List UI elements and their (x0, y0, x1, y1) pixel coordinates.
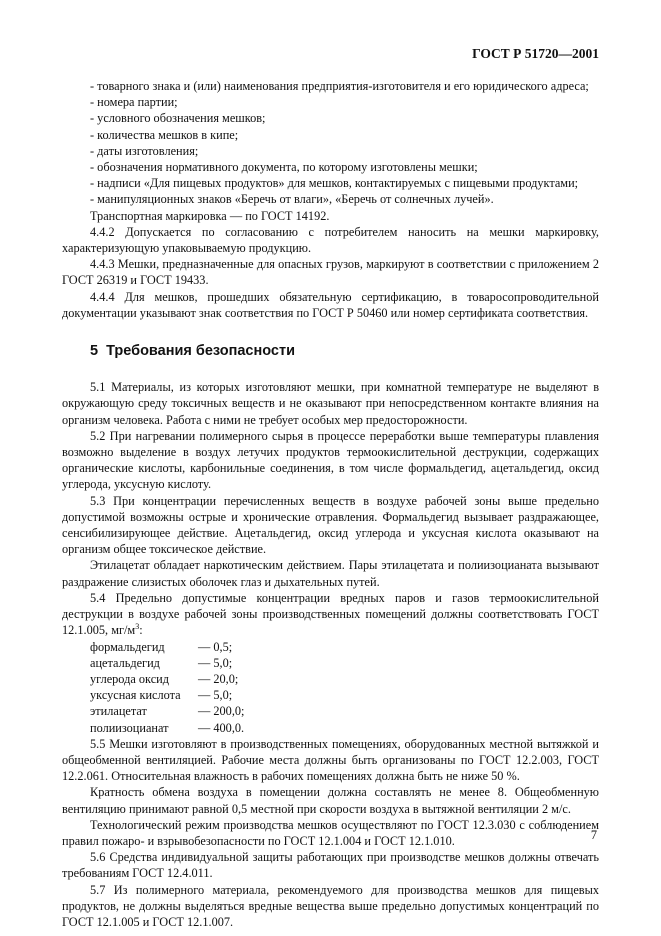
paragraph: Кратность обмена воздуха в помещении должна составлять не менее 8. Общеобменную вентиляцию принимают равной 0,5 местной при скорости воздуха в вытяжной вентиляции 2 м/с. (62, 785, 599, 816)
paragraph: 5.2 При нагревании полимерного сырья в процессе переработки выше температуры плавления возможно выделение в воздух летучих продуктов термоокислительной деструкции, содержащих органические кислоты, карбонильные соединения, в том числе формальдегид, ацетальдегид, оксид углерода, уксусную кислоту. (62, 428, 599, 492)
substance-name: уксусная кислота (90, 688, 181, 703)
substance-name: углерода оксид (90, 671, 170, 686)
document-header: ГОСТ Р 51720—2001 (472, 46, 599, 61)
paragraph-tail: : (139, 623, 143, 638)
table-row (90, 655, 244, 671)
section-heading (90, 343, 599, 359)
paragraph: 4.4.4 Для мешков, прошедших обязательную сертификацию, в товаросопроводительной документации указывают знак соответствия по ГОСТ Р 50460 или номер сертификата соответствия. (62, 289, 599, 320)
table-row (90, 687, 244, 703)
page-body (62, 78, 599, 930)
table-row (90, 703, 244, 719)
substance-value: — 0,5; (198, 639, 233, 654)
paragraph: Транспортная маркировка — по ГОСТ 14192. (90, 208, 330, 223)
substance-value: — 5,0; (198, 655, 233, 670)
list-item: - даты изготовления; (90, 143, 199, 158)
substance-value: — 5,0; (198, 688, 233, 703)
section-title: Требования безопасности (106, 343, 295, 360)
substance-name: формальдегид (90, 639, 165, 654)
paragraph: 5.7 Из полимерного материала, рекомендуемого для производства мешков для пищевых продуктов, не должны выделяться вредные вещества выше предельно допустимых концентраций по ГОСТ 12.1.005 и ГОСТ 12.1.007. (62, 882, 599, 929)
substance-name: полиизоцианат (90, 720, 169, 735)
paragraph-text: 5.4 Предельно допустимые концентрации вредных паров и газов термоокислительной деструкции в воздухе рабочей зоны производственных помещений должны соответствовать ГОСТ 12.1.005, мг/м (62, 590, 599, 638)
table-row (90, 671, 244, 687)
substance-name: ацетальдегид (90, 655, 160, 670)
superscript: 3 (135, 622, 140, 632)
paragraph: 5.3 При концентрации перечисленных веществ в воздухе рабочей зоны выше предельно допустимой возможны острые и хронические отравления. Формальдегид вызывает раздражающее, сенсибилизирующее действие. Ацетальдегид, оксид углерода и уксусная кислота оказывают на организм общее токсическое действие. (62, 493, 599, 557)
substance-name: этилацетат (90, 704, 147, 719)
table-row (90, 720, 244, 736)
marking-list (62, 78, 599, 208)
list-item: - обозначения нормативного документа, по которому изготовлены мешки; (90, 160, 478, 175)
list-item: - количества мешков в кипе; (90, 127, 239, 142)
list-item: - манипуляционных знаков «Беречь от влаги», «Беречь от солнечных лучей». (90, 192, 494, 207)
paragraph: 4.4.3 Мешки, предназначенные для опасных грузов, маркируют в соответствии с приложением 2 ГОСТ 26319 и ГОСТ 19433. (62, 257, 599, 288)
list-item: - товарного знака и (или) наименования предприятия-изготовителя и его юридического адреса; (90, 79, 589, 93)
list-item: - надписи «Для пищевых продуктов» для мешков, контактируемых с пищевыми продуктами; (90, 176, 579, 191)
paragraph: 4.4.2 Допускается по согласованию с потребителем наносить на мешки маркировку, характеризующую упаковываемую продукцию. (62, 224, 599, 256)
paragraph: 5.5 Мешки изготовляют в производственных помещениях, оборудованных местной вытяжкой и общеобменной вентиляцией. Рабочие места должны быть организованы по ГОСТ 12.2.003, ГОСТ 12.2.061. Относительная влажность в рабочих помещениях должна быть не ниже 50 %. (62, 736, 599, 784)
paragraph: Этилацетат обладает наркотическим действием. Пары этилацетата и полиизоцианата вызывают раздражение слизистых оболочек глаз и дыхательных путей. (62, 558, 599, 589)
substance-value: — 20,0; (198, 671, 239, 686)
substance-value: — 400,0. (198, 720, 245, 735)
list-item: - условного обозначения мешков; (90, 111, 266, 126)
substance-value: — 200,0; (198, 704, 245, 719)
paragraph: 5.1 Материалы, из которых изготовляют мешки, при комнатной температуре не выделяют в окружающую среду токсичных веществ и не оказывают при непосредственном контакте влияния на организм человека. Работа с ними не требует особых мер предосторожности. (62, 380, 599, 427)
page-number: 7 (590, 828, 597, 842)
paragraph: Технологический режим производства мешков осуществляют по ГОСТ 12.3.030 с соблюдением правил пожаро- и взрывобезопасности по ГОСТ 12.1.004 и ГОСТ 12.1.010. (62, 817, 599, 848)
list-item: - номера партии; (90, 95, 178, 110)
table-row (90, 639, 244, 655)
concentration-table (90, 639, 244, 736)
paragraph: 5.6 Средства индивидуальной защиты работающих при производстве мешков должны отвечать требованиям ГОСТ 12.4.011. (62, 850, 599, 881)
section-number: 5 (90, 343, 99, 360)
paragraph-5-4 (62, 590, 599, 639)
